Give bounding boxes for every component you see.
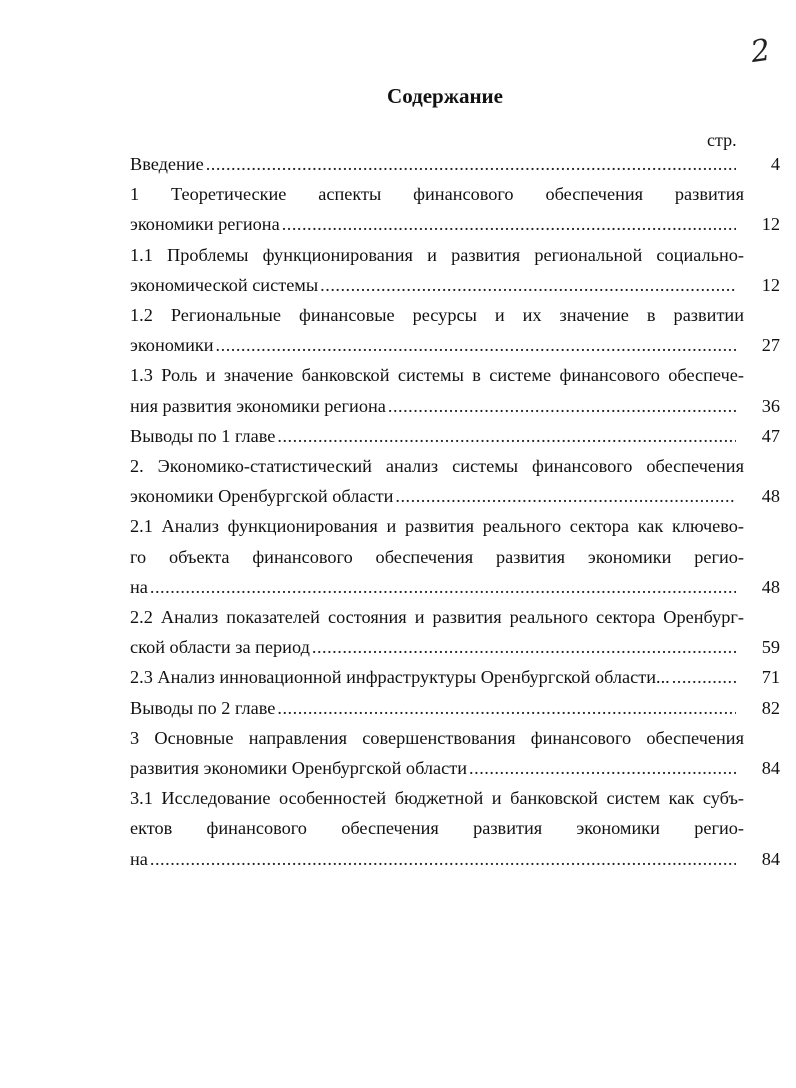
handwritten-page-number: 2 xyxy=(748,32,771,71)
toc-line xyxy=(130,300,780,330)
toc-line xyxy=(130,632,780,662)
toc-entry xyxy=(130,421,780,451)
toc-entry-text: 2.3 Анализ инновационной инфраструктуры Оренбургской области... xyxy=(130,667,670,688)
toc-entry-text: 3 Основные направления совершенствования финансового обеспечения xyxy=(130,727,744,748)
toc-entry-text: экономической системы xyxy=(130,274,319,295)
dot-leader xyxy=(318,270,736,300)
toc-line xyxy=(130,662,780,692)
toc-page-number: 48 xyxy=(761,486,780,507)
toc-entry-text: 2.1 Анализ функционирования и развития реального сектора как ключево- xyxy=(130,516,744,537)
toc-line xyxy=(130,783,780,813)
toc-entry xyxy=(130,693,780,723)
dot-leader xyxy=(280,209,736,239)
toc-entry-text: Выводы по 1 главе xyxy=(130,425,276,446)
dot-leader xyxy=(393,481,736,511)
toc-entry-text: экономики xyxy=(130,335,214,356)
toc-line xyxy=(130,270,780,300)
toc-page-number: 4 xyxy=(770,154,780,174)
toc-line xyxy=(130,602,780,632)
toc-entry xyxy=(130,360,780,420)
toc-entry xyxy=(130,723,780,783)
toc-line xyxy=(130,149,780,179)
toc-entry-text: Выводы по 2 главе xyxy=(130,697,276,718)
dot-leader xyxy=(275,693,736,723)
toc-line xyxy=(130,542,780,572)
toc-page-number: 84 xyxy=(761,758,780,779)
toc-entry-text: экономики Оренбургской области xyxy=(130,486,394,507)
dot-leader xyxy=(148,844,736,874)
toc-page-number: 36 xyxy=(761,395,780,416)
toc-entry-text: 1 Теоретические аспекты финансового обеспечения развития xyxy=(130,184,744,205)
toc-line xyxy=(130,511,780,541)
toc-entry-text: ектов финансового обеспечения развития экономики регио- xyxy=(130,818,744,839)
toc-entry-text: ской области за период xyxy=(130,637,310,658)
toc-entry-text: 3.1 Исследование особенностей бюджетной и банковской систем как субъ- xyxy=(130,788,744,809)
toc-line xyxy=(130,572,780,602)
toc-entry-text: Введение xyxy=(130,154,204,174)
toc-page-number: 12 xyxy=(761,214,780,235)
toc-line xyxy=(130,753,780,783)
toc-page-number: 47 xyxy=(761,425,780,446)
toc-page-number: 59 xyxy=(761,637,780,658)
toc-line xyxy=(130,481,780,511)
toc-entry xyxy=(130,662,780,692)
toc-entry xyxy=(130,602,780,662)
toc-entry xyxy=(130,451,780,511)
dot-leader xyxy=(214,330,736,360)
page-column-label: стр. xyxy=(707,130,737,150)
toc-line xyxy=(130,693,780,723)
toc-entry-text: экономики региона xyxy=(130,214,280,235)
toc-entry xyxy=(130,783,780,874)
toc-line xyxy=(130,360,780,390)
toc-entry-text: 1.3 Роль и значение банковской системы в системе финансового обеспече- xyxy=(130,365,744,386)
toc-page-number: 82 xyxy=(761,697,780,718)
toc-entry xyxy=(130,240,780,300)
toc-entry-text: 1.1 Проблемы функционирования и развития региональной социально- xyxy=(130,244,744,265)
table-of-contents xyxy=(130,149,780,874)
dot-leader xyxy=(275,421,736,451)
dot-leader xyxy=(467,753,736,783)
toc-line xyxy=(130,179,780,209)
dot-leader xyxy=(204,149,736,179)
toc-page-number: 84 xyxy=(761,848,780,869)
toc-line xyxy=(130,813,780,843)
toc-page-number: 12 xyxy=(761,274,780,295)
toc-page-number: 48 xyxy=(761,576,780,597)
toc-entry-text: на xyxy=(130,848,148,869)
toc-entry-text: на xyxy=(130,576,148,597)
toc-line xyxy=(130,421,780,451)
toc-entry-text: го объекта финансового обеспечения развития экономики регио- xyxy=(130,546,744,567)
toc-entry-text: 1.2 Региональные финансовые ресурсы и их значение в развитии xyxy=(130,305,744,326)
dot-leader xyxy=(148,572,736,602)
toc-entry-text: 2.2 Анализ показателей состояния и развития реального сектора Оренбург- xyxy=(130,607,744,628)
dot-leader xyxy=(310,632,736,662)
dot-leader xyxy=(670,662,736,692)
toc-line xyxy=(130,209,780,239)
dot-leader xyxy=(386,391,736,421)
toc-line xyxy=(130,723,780,753)
toc-page-number: 27 xyxy=(761,335,780,356)
toc-page-number: 71 xyxy=(761,667,780,688)
toc-entry xyxy=(130,149,780,179)
toc-entry xyxy=(130,300,780,360)
toc-entry-text: ния развития экономики региона xyxy=(130,395,386,416)
toc-line xyxy=(130,330,780,360)
toc-entry-text: 2. Экономико-статистический анализ системы финансового обеспечения xyxy=(130,456,744,477)
toc-entry xyxy=(130,179,780,239)
toc-entry xyxy=(130,511,780,602)
toc-line xyxy=(130,451,780,481)
toc-line xyxy=(130,844,780,874)
toc-line xyxy=(130,240,780,270)
toc-entry-text: развития экономики Оренбургской области xyxy=(130,758,468,779)
page-title: Содержание xyxy=(387,84,503,108)
toc-line xyxy=(130,391,780,421)
